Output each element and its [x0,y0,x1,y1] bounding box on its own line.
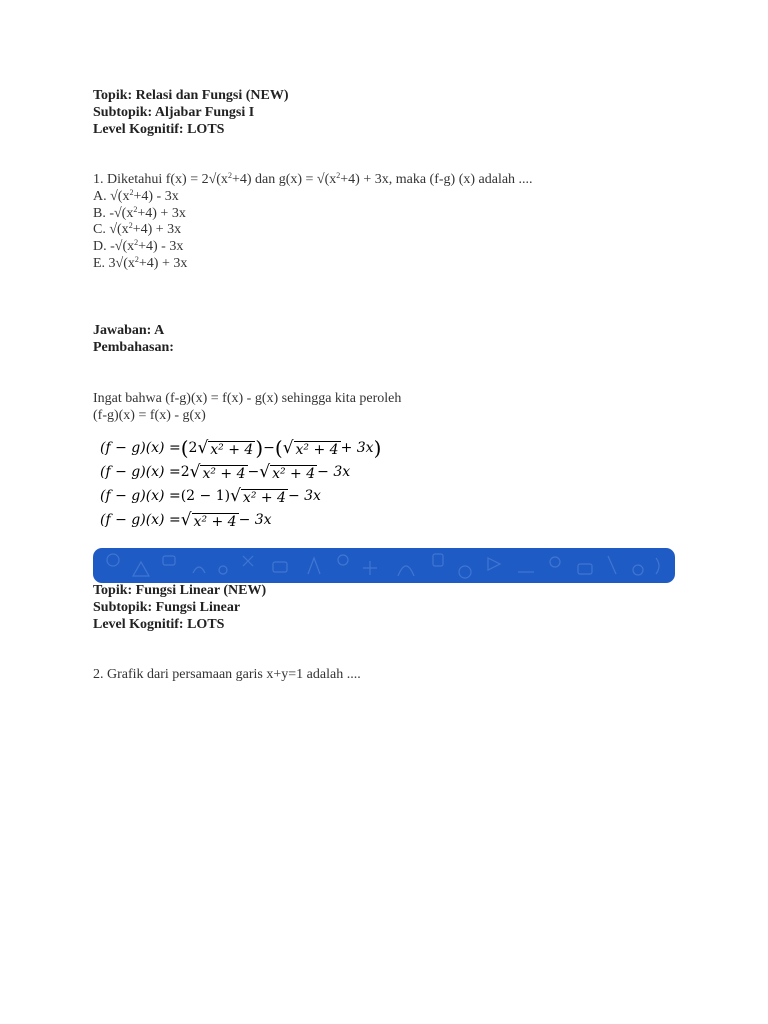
question2-stem: 2. Grafik dari persamaan garis x+y=1 adalah .... [93,667,361,682]
equation-2: (f − g)(x) = 2 √ x² + 4 − √ x² + 4 − 3x [100,461,351,482]
option-a: A. $√(x^2+4) - 3x$ [93,187,179,204]
doodle-pattern-icon [93,548,675,583]
discussion-label: Pembahasan: [93,339,174,355]
topic-heading: Topik: Relasi dan Fungsi (NEW) [93,88,289,103]
answer-label: Jawaban: A [93,323,165,338]
decorative-banner [93,548,675,583]
option-c: C. $√(x^2+4) + 3x$ [93,221,182,238]
explanation-text [93,391,401,425]
answer-block [93,323,174,357]
question1 [93,172,533,273]
option-b: B. $-√(x^2+4) + 3x$ [93,204,186,221]
option-d: D. $-√(x^2+4) - 3x$ [93,238,184,255]
explanation-line-2: (f-g)(x) = f(x) - g(x) [93,407,206,423]
level-heading: Level Kognitif: LOTS [93,121,225,137]
math-derivation [100,436,381,532]
equation-1: (f − g)(x) = ( 2 √ x² + 4 ) − ( √ x² + 4 + 3x ) [100,436,382,460]
option-e: E. $3√(x^2+4) + 3x$ [93,254,188,271]
topic-heading-2: Topik: Fungsi Linear (NEW) [93,583,267,598]
question2 [93,667,361,684]
equation-3: (f − g)(x) = (2 − 1) √ x² + 4 − 3x [100,485,321,506]
level-heading-2: Level Kognitif: LOTS [93,616,225,632]
section1-header [93,88,289,138]
question1-stem: 1. Diketahui $f(x) = 2√(x^2+4)$ dan $g(x) = √(x^2+4) + 3x$, maka (f-g) (x) adalah .... [93,171,533,187]
explanation-line-1: Ingat bahwa (f-g)(x) = f(x) - g(x) sehingga kita peroleh [93,391,402,406]
section2-header [93,583,266,633]
subtopic-heading: Subtopik: Aljabar Fungsi I [93,104,255,120]
subtopic-heading-2: Subtopik: Fungsi Linear [93,599,241,615]
equation-4: (f − g)(x) = √ x² + 4 − 3x [100,509,272,530]
